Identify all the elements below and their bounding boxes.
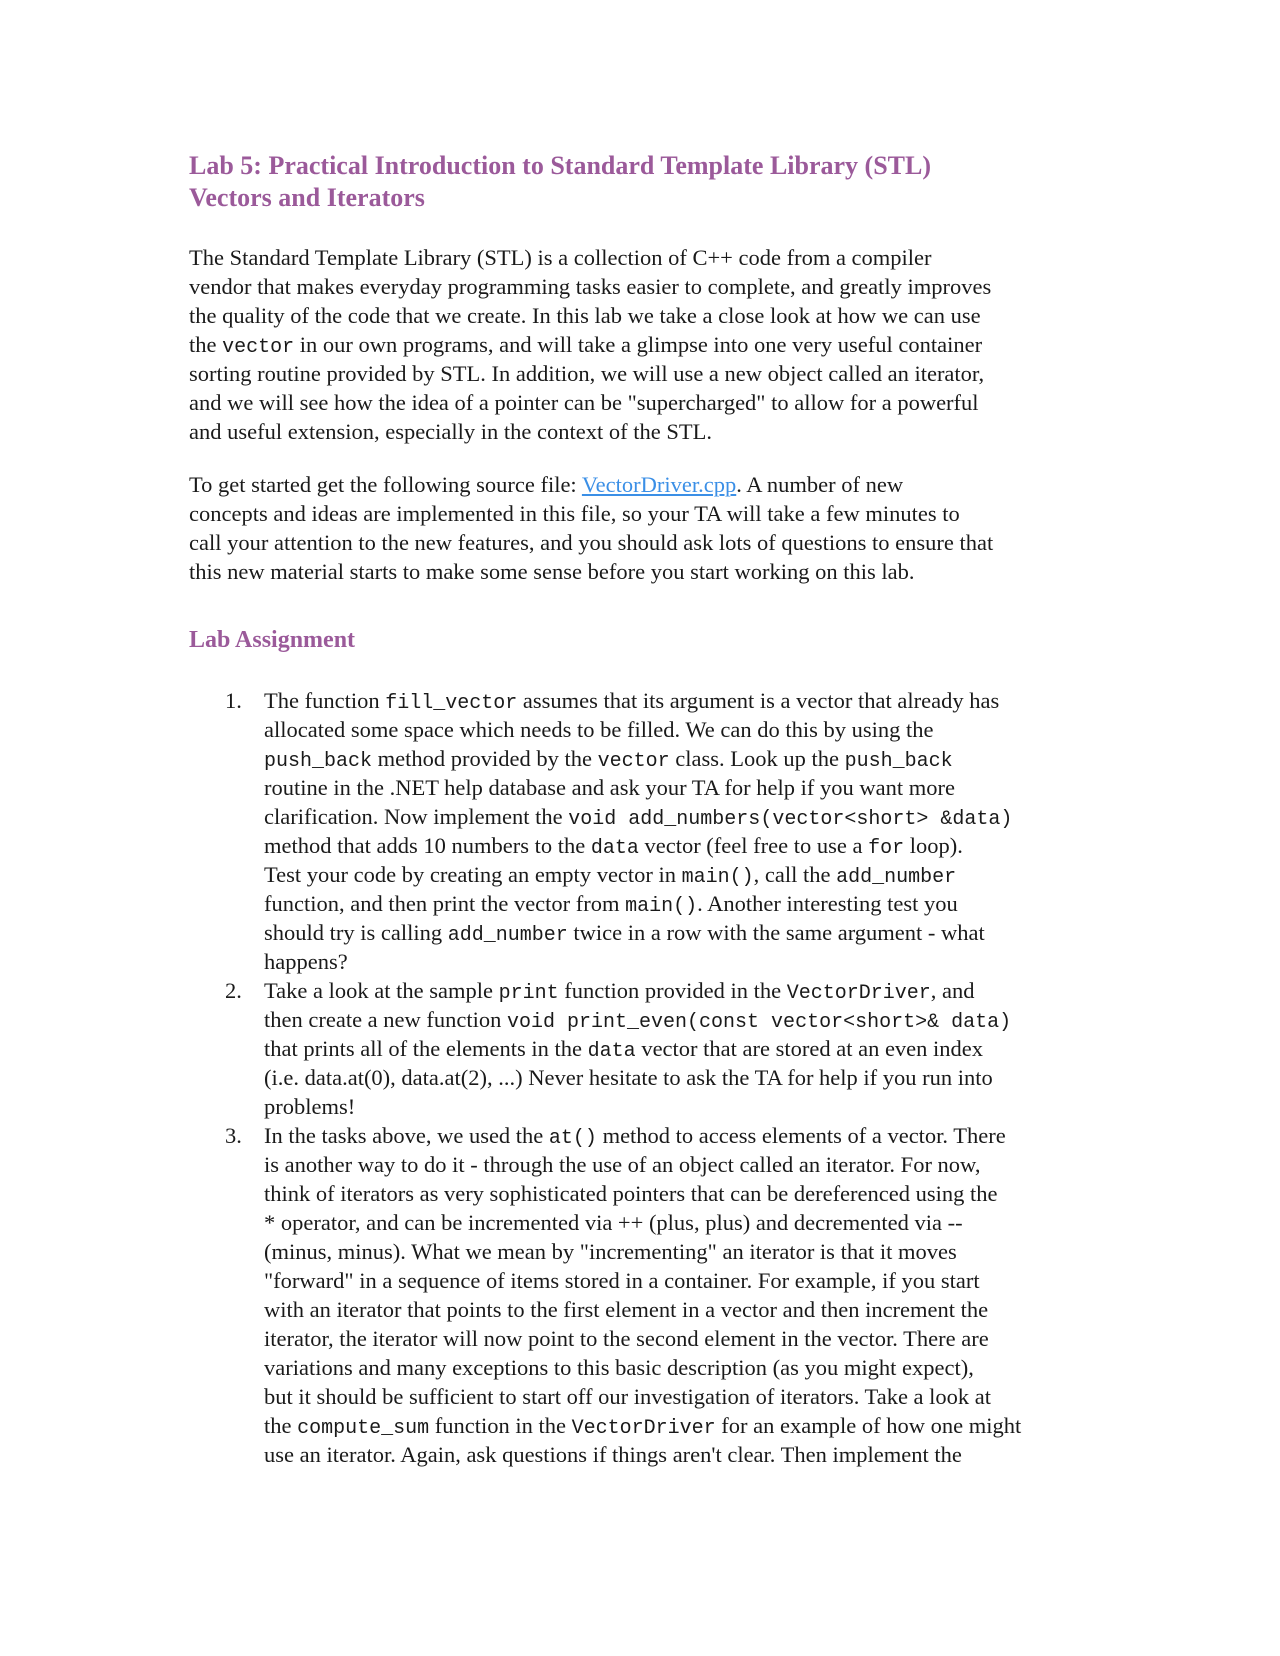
text-run: and we will see how the idea of a pointer can be "supercharged" to allow for a powerful xyxy=(189,390,979,415)
text-run: method provided by the xyxy=(372,746,598,771)
text-line xyxy=(264,1208,1280,1237)
text-line xyxy=(264,1179,1280,1208)
text-line xyxy=(264,1237,1280,1266)
text-run: The function xyxy=(264,688,386,713)
text-run: the quality of the code that we create. In this lab we take a close look at how we can use xyxy=(189,303,981,328)
page-title-line-2: Vectors and Iterators xyxy=(189,183,425,212)
text-line xyxy=(264,918,1280,947)
inline-code: void print_even(const vector<short>& data) xyxy=(507,1011,1012,1034)
text-line xyxy=(189,557,993,586)
text-line xyxy=(264,1382,1280,1411)
text-run: method that adds 10 numbers to the xyxy=(264,833,591,858)
text-run: vendor that makes everyday programming tasks easier to complete, and greatly improves xyxy=(189,274,992,299)
assignment-item-3 xyxy=(0,1121,1280,1469)
text-line xyxy=(264,1034,1280,1063)
assignment-list xyxy=(0,686,1280,1469)
assignment-item-1 xyxy=(0,686,1280,976)
text-run: sorting routine provided by STL. In addition, we will use a new object called an iterator, xyxy=(189,361,985,386)
text-run: and useful extension, especially in the context of the STL. xyxy=(189,419,712,444)
text-line xyxy=(189,330,991,359)
text-run: the xyxy=(264,1413,298,1438)
text-line xyxy=(264,1353,1280,1382)
text-run: that prints all of the elements in the xyxy=(264,1036,588,1061)
inline-code: push_back xyxy=(844,750,953,773)
text-run: happens? xyxy=(264,949,348,974)
text-line xyxy=(264,1063,1280,1092)
text-run: * operator, and can be incremented via ++ (plus, plus) and decremented via -- xyxy=(264,1210,963,1235)
text-line xyxy=(189,301,991,330)
text-run: class. Look up the xyxy=(669,746,845,771)
text-run: clarification. Now implement the xyxy=(264,804,569,829)
text-line xyxy=(264,860,1280,889)
text-run: function in the xyxy=(429,1413,572,1438)
inline-code: vector xyxy=(597,750,670,773)
text-line xyxy=(264,1092,1280,1121)
getting-started-paragraph xyxy=(189,470,993,586)
text-line xyxy=(264,947,1280,976)
text-run: should try is calling xyxy=(264,920,448,945)
text-run: but it should be sufficient to start off our investigation of iterators. Take a look at xyxy=(264,1384,992,1409)
source-file-link[interactable]: VectorDriver.cpp xyxy=(581,472,737,497)
text-line xyxy=(264,1005,1280,1034)
text-run: In the tasks above, we used the xyxy=(264,1123,549,1148)
text-run: (minus, minus). What we mean by "incrementing" an iterator is that it moves xyxy=(264,1239,957,1264)
inline-code: void add_numbers(vector<short> &data) xyxy=(568,808,1013,831)
text-run: , call the xyxy=(753,862,837,887)
inline-code: main() xyxy=(681,866,754,889)
assignment-item-text xyxy=(264,1121,1280,1469)
inline-code: for xyxy=(868,837,905,860)
text-run: (i.e. data.at(0), data.at(2), ...) Never hesitate to ask the TA for help if you run into xyxy=(264,1065,993,1090)
list-number: 1. xyxy=(225,688,242,713)
intro-paragraph xyxy=(189,243,991,446)
text-run: is another way to do it - through the use of an object called an iterator. For now, xyxy=(264,1152,981,1177)
text-run: routine in the .NET help database and ask your TA for help if you want more xyxy=(264,775,955,800)
text-run: . A number of new xyxy=(736,472,904,497)
text-run: the xyxy=(189,332,223,357)
text-line xyxy=(264,1150,1280,1179)
text-line xyxy=(264,1266,1280,1295)
inline-code: at() xyxy=(548,1127,597,1150)
inline-code: data xyxy=(587,1040,636,1063)
inline-code: push_back xyxy=(264,750,373,773)
text-line xyxy=(264,715,1280,744)
inline-code: main() xyxy=(625,895,698,918)
text-line xyxy=(189,243,991,272)
text-line xyxy=(264,831,1280,860)
text-line xyxy=(264,686,1280,715)
text-run: for an example of how one might xyxy=(715,1413,1022,1438)
text-line xyxy=(189,470,993,499)
text-line xyxy=(264,744,1280,773)
list-number: 2. xyxy=(225,978,242,1003)
text-run: Take a look at the sample xyxy=(264,978,499,1003)
text-run: function provided in the xyxy=(558,978,787,1003)
text-run: in our own programs, and will take a glimpse into one very useful container xyxy=(294,332,983,357)
assignment-item-2 xyxy=(0,976,1280,1121)
inline-code: add_number xyxy=(447,924,568,947)
page-title-line-1: Lab 5: Practical Introduction to Standard Template Library (STL) xyxy=(189,151,932,180)
text-line xyxy=(189,359,991,388)
text-line xyxy=(189,417,991,446)
text-run: variations and many exceptions to this basic description (as you might expect), xyxy=(264,1355,974,1380)
text-line xyxy=(264,1324,1280,1353)
assignment-item-text xyxy=(264,976,1280,1121)
text-run: with an iterator that points to the first element in a vector and then increment the xyxy=(264,1297,989,1322)
text-run: , and xyxy=(930,978,975,1003)
text-line xyxy=(264,1440,1280,1469)
text-run: concepts and ideas are implemented in this file, so your TA will take a few minutes to xyxy=(189,501,960,526)
text-line xyxy=(189,388,991,417)
inline-code: add_number xyxy=(836,866,957,889)
text-run: function, and then print the vector from xyxy=(264,891,626,916)
inline-code: compute_sum xyxy=(297,1417,430,1440)
text-run: To get started get the following source file: xyxy=(189,472,582,497)
text-line xyxy=(264,1295,1280,1324)
text-run: use an iterator. Again, ask questions if things aren't clear. Then implement the xyxy=(264,1442,962,1467)
text-line xyxy=(264,773,1280,802)
text-run: loop). xyxy=(904,833,963,858)
inline-code: data xyxy=(590,837,639,860)
text-run: assumes that its argument is a vector that already has xyxy=(517,688,1000,713)
text-run: iterator, the iterator will now point to the second element in the vector. There are xyxy=(264,1326,989,1351)
inline-code: print xyxy=(498,982,559,1005)
text-line xyxy=(264,1411,1280,1440)
text-line xyxy=(189,272,991,301)
text-line xyxy=(264,802,1280,831)
inline-code: VectorDriver xyxy=(571,1417,716,1440)
inline-code: vector xyxy=(222,336,295,359)
section-heading-lab-assignment: Lab Assignment xyxy=(189,627,356,653)
text-line xyxy=(264,889,1280,918)
text-run: problems! xyxy=(264,1094,356,1119)
text-run: vector (feel free to use a xyxy=(638,833,869,858)
list-number: 3. xyxy=(225,1123,242,1148)
text-run: "forward" in a sequence of items stored in a container. For example, if you start xyxy=(264,1268,980,1293)
text-run: The Standard Template Library (STL) is a collection of C++ code from a compiler xyxy=(189,245,932,270)
text-line xyxy=(264,976,1280,1005)
text-line xyxy=(264,1121,1280,1150)
text-line xyxy=(189,528,993,557)
text-line xyxy=(189,499,993,528)
text-run: allocated some space which needs to be filled. We can do this by using the xyxy=(264,717,934,742)
text-run: think of iterators as very sophisticated pointers that can be dereferenced using the xyxy=(264,1181,998,1206)
inline-code: VectorDriver xyxy=(786,982,931,1005)
text-run: twice in a row with the same argument - what xyxy=(567,920,985,945)
text-run: Test your code by creating an empty vector in xyxy=(264,862,682,887)
text-run: . Another interesting test you xyxy=(697,891,958,916)
text-run: vector that are stored at an even index xyxy=(635,1036,984,1061)
text-run: call your attention to the new features, and you should ask lots of questions to ensure that xyxy=(189,530,994,555)
inline-code: fill_vector xyxy=(385,692,518,715)
text-run: then create a new function xyxy=(264,1007,508,1032)
text-run: method to access elements of a vector. There xyxy=(596,1123,1006,1148)
assignment-item-text xyxy=(264,686,1280,976)
text-run: this new material starts to make some sense before you start working on this lab. xyxy=(189,559,915,584)
page-title xyxy=(189,150,931,214)
